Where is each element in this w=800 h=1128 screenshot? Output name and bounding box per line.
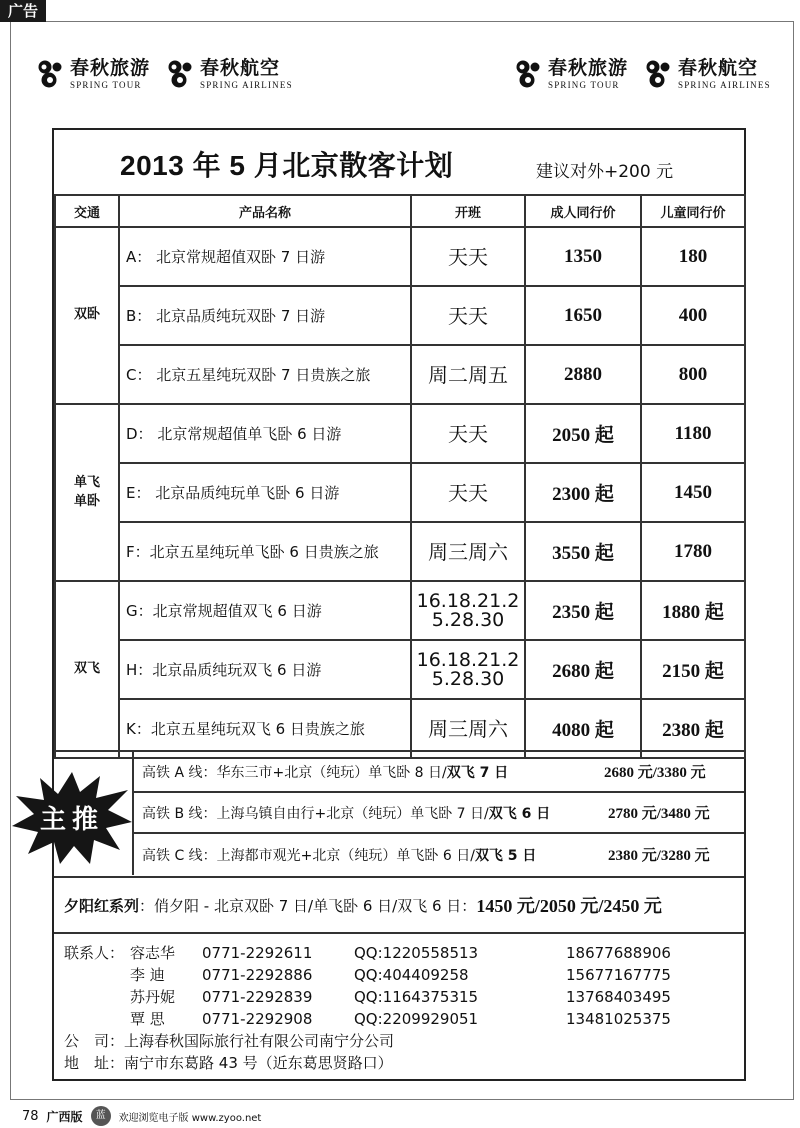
logo-en: SPRING AIRLINES [200,79,293,90]
table-row [55,581,745,640]
featured-route-bold: 双飞 7 日 [446,764,509,781]
contact-mobile: 13481025375 [566,1010,671,1028]
col-header-transport: 交通 [55,195,119,227]
child-price: 800 [641,345,745,404]
contact-label: 联系人： [64,944,125,962]
table-row [55,345,745,404]
child-price: 2150 起 [641,640,745,699]
adult-price: 2300 起 [525,463,641,522]
product-name: B： 北京品质纯玩双卧 7 日游 [119,286,411,345]
spring-logo-icon [644,58,674,90]
col-header-product: 产品名称 [119,195,411,227]
contact-qq: QQ:1164375315 [354,988,479,1006]
company-name: 上海春秋国际旅行社有限公司南宁分公司 [124,1032,395,1050]
logo-cn: 春秋航空 [678,56,759,79]
child-price: 180 [641,227,745,286]
featured-price: 2380 元/3280 元 [608,848,710,864]
product-name: H：北京品质纯玩双飞 6 日游 [119,640,411,699]
contact-block [64,942,740,1074]
schedule: 周三周六 [411,522,525,581]
contact-row [64,986,740,1008]
contact-mobile: 15677167775 [566,966,671,984]
company-label: 公 司： [64,1032,125,1050]
featured-line [132,752,744,793]
footer-link[interactable]: 欢迎浏览电子版 www.zyoo.net [118,1112,262,1124]
adult-price: 2680 起 [525,640,641,699]
adult-price: 2050 起 [525,404,641,463]
featured-route-text: 高铁 B 线：上海乌镇自由行+北京（纯玩）单飞卧 7 日/ [142,805,489,822]
contact-name: 李 迪 [130,966,165,984]
product-name: E： 北京品质纯玩单飞卧 6 日游 [119,463,411,522]
contact-qq: QQ:404409258 [354,966,469,984]
adult-price: 2350 起 [525,581,641,640]
contact-row [64,964,740,986]
spring-logo-icon [166,58,196,90]
adult-price: 4080 起 [525,699,641,758]
table-row [55,404,745,463]
plan-box [39,128,746,1081]
child-price: 400 [641,286,745,345]
contact-name: 苏丹妮 [130,988,176,1006]
adult-price: 1350 [525,227,641,286]
contact-row [64,1008,740,1030]
title-row [54,130,744,194]
featured-route-text: 高铁 C 线：上海都市观光+北京（纯玩）单飞卧 6 日/ [142,847,475,864]
contact-name: 容志华 [130,944,176,962]
contact-name: 覃 思 [130,1010,165,1028]
page-footer [22,1106,261,1126]
featured-price: 2680 元/3380 元 [604,765,706,781]
child-price: 1450 [641,463,745,522]
price-note: 建议对外+200 元 [536,162,674,182]
transport-cell: 双飞 [55,581,119,758]
contact-phone: 0771-2292886 [202,966,313,984]
contact-phone: 0771-2292611 [202,944,313,962]
address-text: 南宁市东葛路 43 号（近东葛思贤路口） [124,1054,393,1072]
child-price: 1880 起 [641,581,745,640]
schedule: 天天 [411,286,525,345]
product-name: G：北京常规超值双飞 6 日游 [119,581,411,640]
contact-mobile: 18677688906 [566,944,671,962]
sunset-price: 1450 元/2050 元/2450 元 [476,896,662,916]
logo-group-right [514,58,771,90]
page-title: 2013 年 5 月北京散客计划 [120,150,454,181]
contact-qq: QQ:2209929051 [354,1010,479,1028]
featured-line [132,793,744,834]
sunset-series [54,878,744,934]
schedule: 天天 [411,463,525,522]
product-name: K：北京五星纯玩双飞 6 日贵族之旅 [119,699,411,758]
schedule: 16.18.21.2 5.28.30 [411,581,525,640]
table-row [55,227,745,286]
logo-cn: 春秋旅游 [70,56,151,79]
schedule: 周三周六 [411,699,525,758]
edition-label: 广西版 [46,1109,83,1124]
logo-en: SPRING AIRLINES [678,79,771,90]
featured-badge-text: 主推 [39,805,105,835]
product-name: C： 北京五星纯玩双卧 7 日贵族之旅 [119,345,411,404]
logo-group-left [36,58,293,90]
logo-spring-tour [36,58,150,90]
table-row [55,286,745,345]
table-row [55,640,745,699]
child-price: 2380 起 [641,699,745,758]
featured-route-bold: 双飞 6 日 [488,805,551,822]
featured-route [142,762,508,782]
schedule: 周二周五 [411,345,525,404]
logo-spring-airlines [644,58,771,90]
product-name: A： 北京常规超值双卧 7 日游 [119,227,411,286]
logo-spring-airlines [166,58,293,90]
adult-price: 1650 [525,286,641,345]
featured-badge [10,770,134,870]
transport-cell: 单飞 单卧 [55,404,119,581]
schedule: 16.18.21.2 5.28.30 [411,640,525,699]
sunset-desc: ：俏夕阳 - 北京双卧 7 日/单飞卧 6 日/双飞 6 日： [139,896,477,915]
company-row [64,1030,740,1052]
page-number: 78 [22,1108,39,1124]
child-price: 1780 [641,522,745,581]
child-price: 1180 [641,404,745,463]
logo-cn: 春秋航空 [200,56,281,79]
price-table [54,194,746,759]
spring-logo-icon [514,58,544,90]
logo-spring-tour [514,58,628,90]
contact-row [64,942,740,964]
address-label: 地 址： [64,1054,125,1072]
featured-route [142,803,550,823]
featured-line [132,834,744,875]
col-header-adult-price: 成人同行价 [525,195,641,227]
edition-badge: 蓝 [91,1106,111,1126]
adult-price: 3550 起 [525,522,641,581]
spring-logo-icon [36,58,66,90]
product-name: F：北京五星纯玩单飞卧 6 日贵族之旅 [119,522,411,581]
contact-mobile: 13768403495 [566,988,671,1006]
table-row [55,522,745,581]
transport-cell: 双卧 [55,227,119,404]
ad-tag: 广告 [0,0,46,22]
featured-route-bold: 双飞 5 日 [474,847,537,864]
featured-route [142,845,536,865]
table-row [55,463,745,522]
address-row [64,1052,740,1074]
featured-price: 2780 元/3480 元 [608,806,710,822]
contact-qq: QQ:1220558513 [354,944,479,962]
product-name: D： 北京常规超值单飞卧 6 日游 [119,404,411,463]
contact-phone: 0771-2292839 [202,988,313,1006]
adult-price: 2880 [525,345,641,404]
logo-cn: 春秋旅游 [548,56,629,79]
schedule: 天天 [411,227,525,286]
table-header-row [55,195,745,227]
logo-en: SPRING TOUR [548,79,620,90]
featured-section [39,750,744,878]
logo-en: SPRING TOUR [70,79,142,90]
col-header-schedule: 开班 [411,195,525,227]
featured-route-text: 高铁 A 线：华东三市+北京（纯玩）单飞卧 8 日/ [142,764,447,781]
contact-phone: 0771-2292908 [202,1010,313,1028]
col-header-child-price: 儿童同行价 [641,195,745,227]
schedule: 天天 [411,404,525,463]
sunset-name: 夕阳红系列 [64,896,140,915]
